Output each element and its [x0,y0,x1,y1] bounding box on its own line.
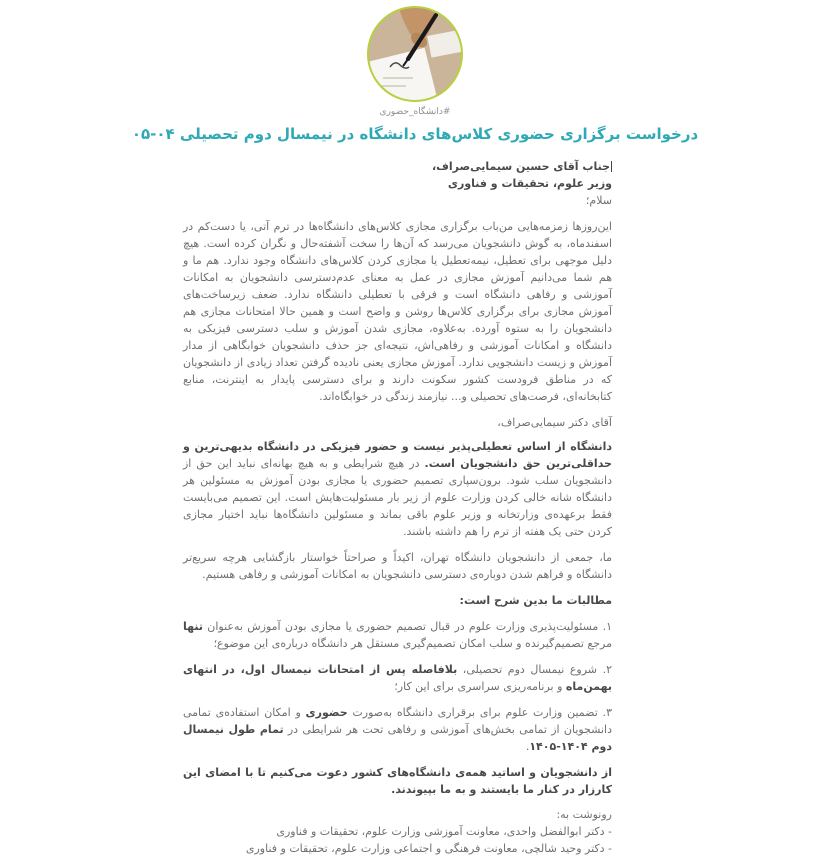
petition-avatar [367,6,463,102]
greeting-name [183,158,612,175]
demand-item-3: ۳. تضمین وزارت علوم برای برقراری دانشگاه به‌صورت حضوری و امکان استفاده‌ی تمامی دانشجویان از تمامی بخش‌های آموزشی و رفاهی تحت هر شرایطی در تمام طول نیمسال دوم ۱۴۰۴-۱۴۰۵. [183,706,612,753]
salutation: سلام؛ [585,194,612,207]
writing-hand-photo [369,8,461,100]
invite-paragraph: از دانشجویان و اساتید همه‌ی دانشگاه‌های کشور دعوت می‌کنیم تا با امضای این کارزار در کنار ما بایستند و به ما بپیوندند. [183,766,612,796]
demand-item-1: ۱. مسئولیت‌پذیری وزارت علوم در قبال تصمیم حضوری یا مجازی بودن آموزش به‌عنوان تنها مرجع تصمیم‌گیرنده و سلب امکان تصمیم‌گیری مستقل هر دانشگاه درباره‌ی این موضوع؛ [183,620,612,650]
page-title: درخواست برگزاری حضوری کلاس‌های دانشگاه در نیمسال دوم تحصیلی ۰۴-۰۵ [131,125,699,143]
postscript-item: - دکتر ابوالفضل واحدی، معاونت آموزشی وزارت علوم، تحقیقات و فناوری [276,825,612,838]
addressee: آقای دکتر سیمایی‌صراف، [497,416,612,429]
demand-item-2: ۲. شروع نیمسال دوم تحصیلی، بلافاصله پس از امتحانات نیمسال اول، در انتهای بهمن‌ماه و برنامه‌ریزی سراسری برای این کار؛ [183,663,612,693]
letter-body [183,158,612,858]
greeting-role: وزیر علوم، تحقیقات و فناوری [447,177,612,190]
paragraph-demand-intro: ما، جمعی از دانشجویان دانشگاه تهران، اکیداً و صراحتاً خواستار بازگشایی هرچه سریع‌تر دانشگاه و فراهم شدن دوباره‌ی دسترسی دانشجویان به امکانات آموزشی و رفاهی هستیم. [183,551,612,581]
paragraph-situation: این‌روزها زمزمه‌هایی من‌باب برگزاری مجازی کلاس‌های دانشگاه‌ها در ترم آتی، یا دست‌کم در اسفندماه، به گوش دانشجویان می‌رسد که آن‌ها را سخت آشفته‌حال و نگران کرده است. هیچ دلیل موجهی برای تعطیل، نیمه‌تعطیل یا مجازی کردن کلاس‌های دانشگاه وجود ندارد. هم ما و هم شما می‌دانیم آموزش مجازی در عمل به معنای عدم‌دسترسی دانشجویان به امکانات آموزشی و رفاهی دانشگاه است و فرقی با تعطیلی دانشگاه ندارد. ضعف زیرساخت‌های آموزش مجازی برای برگزاری کلاس‌ها روشن و واضح است و همین حالا امتحانات مجازی هم دانشجویان را به ستوه آورده. به‌علاوه، مجازی شدن آموزش و سلب دسترسی فیزیکی به دانشگاه و امکانات آموزشی و رفاهی‌اش، نتیجه‌ای جز حذف دانشجویان خوابگاهی از مدار آموزش و زیست دانشجویی ندارد. آموزش مجازی یعنی نادیده گرفتن تعداد زیادی از دانشجویان که در مناطق فرودست کشور سکونت دارند و برای دسترسی پایدار به اینترنت، منابع کتابخانه‌ای، فرصت‌های تحصیلی و... نیازمند زندگی در خوابگاه‌اند. [183,220,612,403]
hashtag-label: #دانشگاه_حضوری [379,107,451,117]
petition-header [0,0,830,144]
postscript-label: رونوشت به: [556,808,612,821]
greeting-name-text: جناب آقای حسین سیمایی‌صراف، [431,160,610,173]
text-cursor [611,161,612,172]
postscript [183,807,612,857]
paragraph-rights: دانشگاه از اساس تعطیلی‌پذیر نیست و حضور فیزیکی در دانشگاه بدیهی‌ترین و حداقلی‌ترین حق دانشجویان است. در هیچ شرایطی و به هیچ بهانه‌ای نباید این حق از دانشجویان سلب شود. برون‌سپاری تصمیم حضوری یا مجازی بودن آموزش به مسئولین هر دانشگاه شانه خالی کردن وزارت علوم از زیر بار مسئولیت‌هایش است. این تصمیم می‌بایست فقط برعهده‌ی وزارتخانه و وزیر علوم باقی بماند و مسئولین دانشگاه‌ها نباید اختیار مجازی کردن حتی یک هفته از ترم را هم داشته باشند. [183,440,612,538]
demands-heading: مطالبات ما بدین شرح است: [459,594,612,607]
postscript-item: - دکتر وحید شالچی، معاونت فرهنگی و اجتماعی وزارت علوم، تحقیقات و فناوری [245,842,612,855]
